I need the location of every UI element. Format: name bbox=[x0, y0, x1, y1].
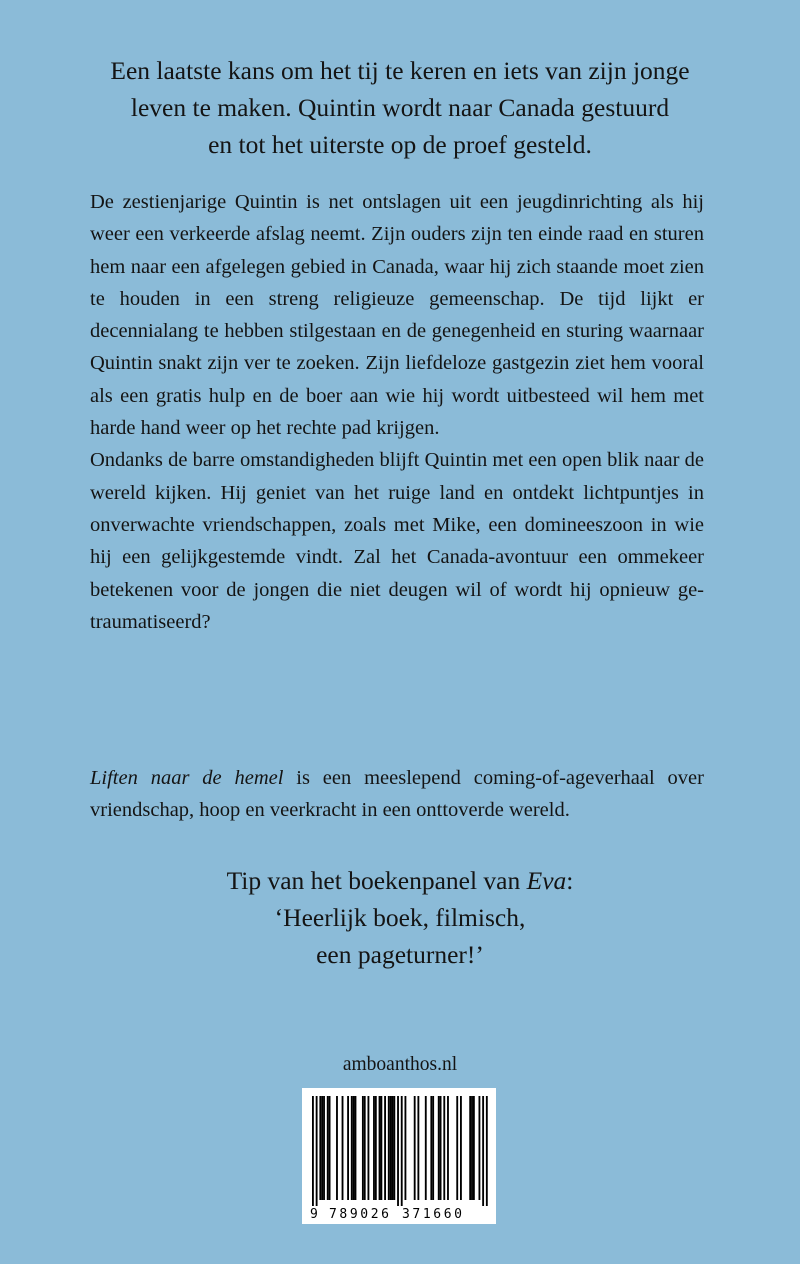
synopsis-paragraph-2: Ondanks de barre omstandigheden blijft Quintin met een open blik naar de wereld kijken. Hij geniet van het ruige land en ontdekt lichtpuntjes in onverwachte vriendschappen, zoals met Mike, een domineeszoon in wie hij een gelijkgestemde vindt. Zal het Canada-avontuur een ommekeer betekenen voor de jongen die niet deugen wil of wordt hij opnieuw getraumatiseerd? bbox=[90, 449, 704, 633]
barcode-bar bbox=[362, 1096, 364, 1200]
barcode-bar bbox=[397, 1096, 399, 1206]
blurb-text: is een meeslepend coming-of-ageverhaal over vriendschap, hoop en veerkracht in een onttoverde wereld. bbox=[90, 767, 704, 822]
barcode-bar bbox=[364, 1096, 366, 1200]
barcode-bar bbox=[447, 1096, 449, 1200]
tagline-line-2: leven te maken. Quintin wordt naar Canada gestuurd bbox=[130, 93, 670, 122]
barcode-bar bbox=[479, 1096, 481, 1200]
barcode-bar bbox=[486, 1096, 488, 1206]
barcode-bar bbox=[327, 1096, 329, 1200]
tip-suffix: : bbox=[566, 866, 574, 895]
isbn-barcode bbox=[302, 1088, 496, 1224]
barcode-bar bbox=[471, 1096, 473, 1200]
barcode-bar bbox=[392, 1096, 394, 1200]
barcode-bar bbox=[414, 1096, 416, 1200]
tip-magazine: Eva bbox=[526, 866, 567, 895]
barcode-bar bbox=[473, 1096, 475, 1200]
tip-prefix: Tip van het boekenpanel van bbox=[226, 866, 527, 895]
book-blurb bbox=[90, 762, 704, 827]
book-title: Liften naar de hemel bbox=[90, 767, 284, 789]
barcode-bar bbox=[456, 1096, 458, 1200]
barcode-bar bbox=[440, 1096, 442, 1200]
barcode-bar bbox=[375, 1096, 377, 1200]
barcode-bar bbox=[351, 1096, 353, 1200]
barcode-bar bbox=[460, 1096, 462, 1200]
barcode-bar bbox=[393, 1096, 395, 1200]
cover-tagline bbox=[80, 52, 720, 163]
barcode-bar bbox=[425, 1096, 427, 1200]
barcode-bar bbox=[329, 1096, 331, 1200]
quote-line-1: ‘Heerlijk boek, filmisch, bbox=[274, 903, 526, 932]
barcode-bar bbox=[401, 1096, 403, 1206]
barcode-bar bbox=[482, 1096, 484, 1206]
barcode-bar bbox=[384, 1096, 386, 1200]
barcode-bar bbox=[469, 1096, 471, 1200]
quote-line-2: een pageturner!’ bbox=[316, 940, 484, 969]
barcode-bar bbox=[380, 1096, 382, 1200]
barcode-bar bbox=[319, 1096, 321, 1200]
review-tip bbox=[100, 862, 700, 973]
barcode-bar bbox=[417, 1096, 419, 1200]
barcode-bar bbox=[368, 1096, 370, 1200]
tip-line bbox=[100, 862, 700, 899]
barcode-bar bbox=[342, 1096, 344, 1200]
barcode-bar bbox=[347, 1096, 349, 1200]
publisher-website: amboanthos.nl bbox=[342, 1054, 458, 1075]
barcode-bar bbox=[388, 1096, 390, 1200]
barcode-bar bbox=[390, 1096, 392, 1200]
barcode-bar bbox=[312, 1096, 314, 1206]
barcode-bar bbox=[438, 1096, 440, 1200]
barcode-bar bbox=[373, 1096, 375, 1200]
barcode-bar bbox=[355, 1096, 357, 1200]
tagline-line-1: Een laatste kans om het tij te keren en iets van zijn jonge bbox=[110, 56, 690, 85]
barcode-bar bbox=[316, 1096, 318, 1206]
barcode-bar bbox=[405, 1096, 407, 1200]
barcode-bar bbox=[336, 1096, 338, 1200]
barcode-number-lead: 9 bbox=[310, 1207, 318, 1222]
barcode-bar bbox=[323, 1096, 325, 1200]
barcode-number-group-2: 371660 bbox=[402, 1207, 465, 1222]
barcode-bar bbox=[379, 1096, 381, 1200]
barcode-bars bbox=[312, 1096, 488, 1206]
tagline-line-3: en tot het uiterste op de proef gesteld. bbox=[208, 130, 592, 159]
synopsis-paragraph-1: De zestienjarige Quintin is net ontslagen uit een jeugdinrichting als hij weer een verkeerde afslag neemt. Zijn ouders zijn ten einde raad en sturen hem naar een afgelegen gebied in Canada, waar hij zich staande moet zien te houden in een streng religieuze gemeenschap. De tijd lijkt er decennialang te hebben stilgestaan en de genegenheid en sturing waarnaar Quintin snakt zijn ver te zoeken. Zijn liefdeloze gastgezin ziet hem vooral als een gratis hulp en de boer aan wie hij wordt uitbesteed wil hem met harde hand weer op het rechte pad krijgen. bbox=[90, 191, 704, 440]
barcode-bar bbox=[432, 1096, 434, 1200]
barcode-bar bbox=[443, 1096, 445, 1200]
barcode-bar bbox=[321, 1096, 323, 1200]
barcode-bar bbox=[430, 1096, 432, 1200]
barcode-number-group-1: 789026 bbox=[329, 1207, 392, 1222]
barcode-bar bbox=[353, 1096, 355, 1200]
synopsis bbox=[90, 186, 704, 638]
